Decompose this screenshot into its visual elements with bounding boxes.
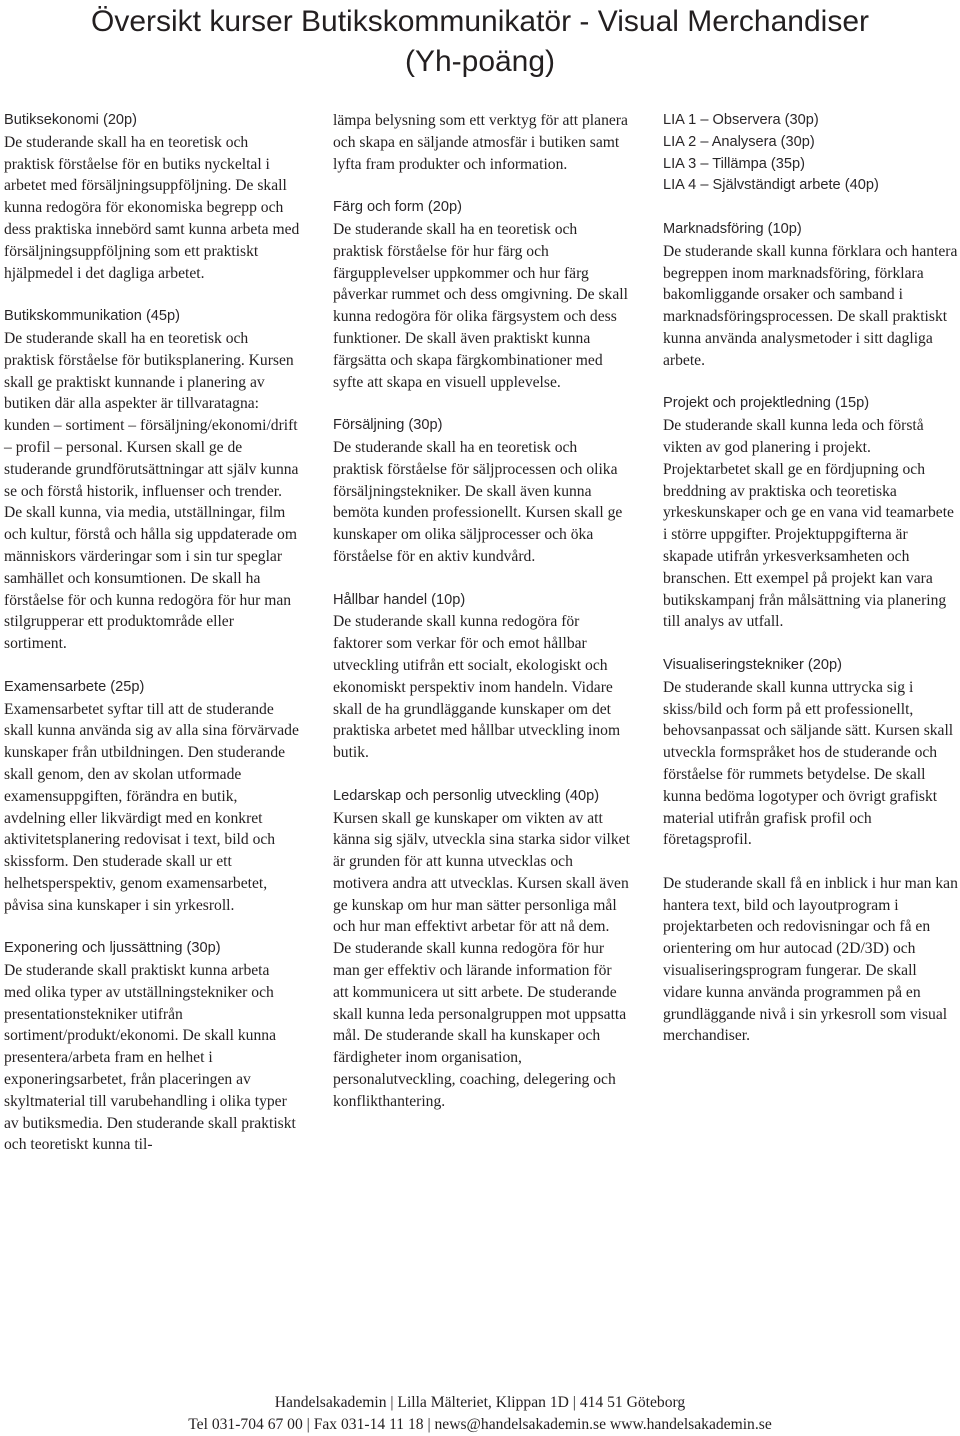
page-title-line-1: Översikt kurser Butikskommunikatör - Visual Merchandiser xyxy=(90,5,870,38)
lia-item: LIA 4 – Självständigt arbete (40p) xyxy=(663,177,879,194)
course-heading: Visualiseringstekniker (20p) xyxy=(663,656,842,673)
course-heading: Examensarbete (25p) xyxy=(4,678,145,695)
course-description: De studerande skall ha en teoretisk och praktisk förståelse för en butiks nyckeltal i arbetet med försäljningsuppföljning. De skall kunna redogöra för ekonomiska begrepp och dess praktiska innebörd samt kunna arbeta med försäljningsuppföljning som ett praktiskt hjälpmedel i det dagliga arbetet. xyxy=(4,133,300,282)
course-farg-och-form xyxy=(333,197,631,393)
course-heading: Butikskommunikation (45p) xyxy=(4,308,181,325)
course-exponering-continued xyxy=(333,110,631,175)
course-heading: Marknadsföring (10p) xyxy=(663,220,802,237)
course-description: De studerande skall kunna leda och förstå vikten av god planering i projekt. Projektarbetet skall ge en fördjupning och breddning av praktiska och teoretiska yrkeskunskaper och ge en vana vid teamarbete i större uppgifter. Projektuppgifterna är skapade utifrån yrkesverksamheten och branschen. Ett exempel på projekt kan vara butikskampanj från målsättning via planering till analys av utfall. xyxy=(663,417,954,631)
course-description: De studerande skall få en inblick i hur man kan hantera text, bild och layoutprogram i projektarbeten och redovisningar och få en orientering om hur autocad (2D/3D) och visualiseringsprogram fungerar. De skall vidare kunna använda programmen på en grundläggande nivå i sin yrkesroll som visual merchandiser. xyxy=(663,874,958,1045)
course-description: Examensarbetet syftar till att de studerande skall kunna använda sig av alla sina förvärvade kunskaper från utbildningen. Den studerande skall genom, den av skolan utformade examensuppgiften, förändra en butik, avdelning eller likvärdigt med en konkret aktivitetsplanering redovisat i text, bild och skissform. Den studerade skall ur ett helhetsperspektiv, genom examensarbetet, påvisa sina kunskaper i sin yrkesroll. xyxy=(4,700,299,914)
course-projekt xyxy=(663,393,959,633)
course-visualiseringstekniker xyxy=(663,655,959,851)
page-title-line-2: (Yh-poäng) xyxy=(404,45,556,78)
course-heading: Exponering och ljussättning (30p) xyxy=(4,940,221,957)
course-butikskommunikation xyxy=(4,306,300,655)
lia-item: LIA 3 – Tillämpa (35p) xyxy=(663,155,805,172)
course-heading: Hållbar handel (10p) xyxy=(333,591,466,608)
course-description: De studerande skall praktiskt kunna arbeta med olika typer av utställningstekniker och presentationstekniker utifrån sortiment/produkt/ekonomi. De skall kunna presentera/arbeta fram en helhet i exponeringsarbetet, från placeringen av skyltmaterial till varubehandling i olika typer av butiksmedia. Den studerande skall praktiskt och teoretiskt kunna til- xyxy=(4,962,296,1154)
column-3 xyxy=(663,110,959,1069)
course-heading: Projekt och projektledning (15p) xyxy=(663,395,870,412)
lia-item: LIA 2 – Analysera (30p) xyxy=(663,133,815,150)
footer-address: Handelsakademin | Lilla Mälteriet, Klippan 1D | 414 51 Göteborg xyxy=(274,1394,686,1411)
course-heading: Färg och form (20p) xyxy=(333,199,462,216)
course-butiksekonomi xyxy=(4,110,300,284)
course-description: De studerande skall ha en teoretisk och praktisk förståelse för butiksplanering. Kursen skall ge praktiskt kunnande i planering av butiken där alla aspekter är tillvaratagna: kunden – sortiment – försäljning/ekonomi/drift – profil – personal. Kursen skall ge de studerande grundförutsättningar att själv kunna se och förstå historik, influenser och trender. De skall kunna, via media, utställningar, film och kultur, förstå och hålla sig uppdaterade om människors värderingar som i sin tur speglar samhället och konsumtionen. De skall ha förståelse för och kunna redogöra för hur man stilgrupperar ett produktområde eller sortiment. xyxy=(4,329,299,653)
course-description: Kursen skall ge kunskaper om vikten av att känna sig själv, utveckla sina starka sidor vilket är grunden för att kunna utvecklas och motivera andra att utvecklas. Kursen skall även ge kunskap om hur man sätter personliga mål och hur man effektivt arbetar för att nå dem. De studerande skall kunna redogöra för hur man ger effektiv och lärande information för att kommunicera ut sitt arbete. De studerande skall kunna leda personalgruppen mot uppsatta mål. De studerande skall ha kunskaper och färdigheter inom organisation, personalutveckling, coaching, delegering och konflikthantering. xyxy=(333,809,630,1110)
course-forsaljning xyxy=(333,415,631,568)
course-description: lämpa belysning som ett verktyg för att planera och skapa en säljande atmosfär i butiken samt lyfta fram produkter och information. xyxy=(333,112,628,173)
lia-item: LIA 1 – Observera (30p) xyxy=(663,112,819,128)
course-description: De studerande skall ha en teoretisk och praktisk förståelse för hur färg och färgupplevelser uppkommer och hur färg påverkar rummet och dess omgivning. De skall kunna redogöra för olika färgsystem och dess funktioner. De skall även praktiskt kunna färgsätta och skapa färgkombinationer med syfte att skapa en visuell upplevelse. xyxy=(333,220,628,391)
lia-list xyxy=(663,110,959,197)
column-1 xyxy=(4,110,300,1178)
course-heading: Ledarskap och personlig utveckling (40p) xyxy=(333,787,600,804)
course-description: De studerande skall kunna förklara och hantera begreppen inom marknadsföring, förklara bakomliggande orsaker och samband i marknadsföringsprocessen. De skall praktiskt kunna använda analysmetoder i sitt dagliga arbete. xyxy=(663,242,958,369)
column-2 xyxy=(333,110,631,1134)
course-ledarskap xyxy=(333,786,631,1113)
page-title xyxy=(0,2,960,82)
course-marknadsforing xyxy=(663,219,959,372)
course-heading: Butiksekonomi (20p) xyxy=(4,112,138,128)
course-description: De studerande skall ha en teoretisk och praktisk förståelse för säljprocessen och olika försäljningstekniker. De skall även kunna bemöta kunden professionellt. Kursen skall ge kunskaper om olika säljprocesser och öka förståelse för en aktiv kundvård. xyxy=(333,438,623,565)
course-heading: Försäljning (30p) xyxy=(333,417,443,434)
footer-contact: Tel 031-704 67 00 | Fax 031-14 11 18 | news@handelsakademin.se www.handelsakademin.se xyxy=(188,1416,772,1433)
course-visualiseringstekniker-continued xyxy=(663,873,959,1047)
course-exponering xyxy=(4,938,300,1156)
course-hallbar-handel xyxy=(333,590,631,764)
course-examensarbete xyxy=(4,677,300,917)
course-description: De studerande skall kunna uttrycka sig i skiss/bild och form på ett professionellt, behovsanpassat och säljande sätt. Kursen skall utveckla formspråket hos de studerande och förståelse för rummets betydelse. De skall kunna bedöma logotyper och övrigt grafiskt material utifrån grafisk profil och företagsprofil. xyxy=(663,678,954,849)
course-description: De studerande skall kunna redogöra för faktorer som verkar för och emot hållbar utveckling utifrån ett socialt, ekologiskt och ekonomiskt perspektiv inom handeln. Vidare skall de ha grundläggande kunskaper om det praktiska arbetet med hållbar utveckling inom butik. xyxy=(333,613,621,762)
